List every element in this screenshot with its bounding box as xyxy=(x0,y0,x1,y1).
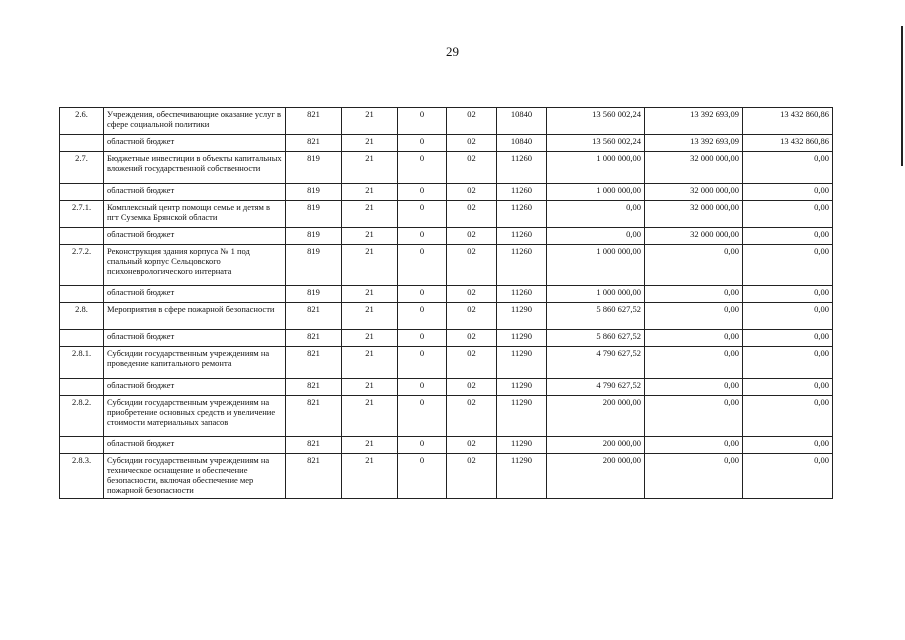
code-main-event-cell: 02 xyxy=(447,245,497,286)
code-program-cell: 21 xyxy=(342,152,398,184)
item-name-cell: областной бюджет xyxy=(104,184,286,201)
row-number-cell xyxy=(60,135,104,152)
table-row xyxy=(60,108,833,135)
row-number-cell: 2.7.2. xyxy=(60,245,104,286)
item-name-cell: областной бюджет xyxy=(104,228,286,245)
table-body xyxy=(60,108,833,499)
code-subprogram-cell: 0 xyxy=(398,184,447,201)
value-year-1-cell: 13 560 002,24 xyxy=(547,135,645,152)
code-main-event-cell: 02 xyxy=(447,347,497,379)
code-direction-cell: 11260 xyxy=(497,228,547,245)
value-year-1-cell: 4 790 627,52 xyxy=(547,347,645,379)
code-program-cell: 21 xyxy=(342,245,398,286)
code-direction-cell: 11290 xyxy=(497,303,547,330)
code-subprogram-cell: 0 xyxy=(398,152,447,184)
code-gp-cell: 821 xyxy=(286,379,342,396)
code-main-event-cell: 02 xyxy=(447,396,497,437)
code-direction-cell: 11290 xyxy=(497,330,547,347)
value-year-2-cell: 0,00 xyxy=(645,245,743,286)
value-year-1-cell: 200 000,00 xyxy=(547,454,645,499)
code-direction-cell: 10840 xyxy=(497,108,547,135)
value-year-1-cell: 1 000 000,00 xyxy=(547,184,645,201)
row-number-cell xyxy=(60,379,104,396)
item-name-cell: Субсидии государственным учреждениям на приобретение основных средств и увеличение стоимости материальных запасов xyxy=(104,396,286,437)
code-gp-cell: 819 xyxy=(286,184,342,201)
value-year-2-cell: 0,00 xyxy=(645,454,743,499)
row-number-cell xyxy=(60,330,104,347)
value-year-2-cell: 13 392 693,09 xyxy=(645,108,743,135)
code-main-event-cell: 02 xyxy=(447,201,497,228)
item-name-cell: Субсидии государственным учреждениям на техническое оснащение и обеспечение безопасности, включая обеспечение мер пожарной безопасности xyxy=(104,454,286,499)
code-gp-cell: 821 xyxy=(286,330,342,347)
code-main-event-cell: 02 xyxy=(447,330,497,347)
code-subprogram-cell: 0 xyxy=(398,347,447,379)
code-program-cell: 21 xyxy=(342,228,398,245)
table-row xyxy=(60,454,833,499)
code-main-event-cell: 02 xyxy=(447,379,497,396)
value-year-2-cell: 0,00 xyxy=(645,286,743,303)
value-year-1-cell: 1 000 000,00 xyxy=(547,152,645,184)
table-row xyxy=(60,184,833,201)
value-year-3-cell: 0,00 xyxy=(743,152,833,184)
item-name-cell: Комплексный центр помощи семье и детям в пгт Суземка Брянской области xyxy=(104,201,286,228)
code-gp-cell: 819 xyxy=(286,201,342,228)
code-gp-cell: 821 xyxy=(286,454,342,499)
table-row xyxy=(60,286,833,303)
value-year-3-cell: 0,00 xyxy=(743,330,833,347)
code-direction-cell: 11290 xyxy=(497,437,547,454)
code-gp-cell: 821 xyxy=(286,347,342,379)
code-main-event-cell: 02 xyxy=(447,108,497,135)
code-gp-cell: 819 xyxy=(286,286,342,303)
value-year-2-cell: 32 000 000,00 xyxy=(645,184,743,201)
code-main-event-cell: 02 xyxy=(447,184,497,201)
code-main-event-cell: 02 xyxy=(447,303,497,330)
code-main-event-cell: 02 xyxy=(447,228,497,245)
row-number-cell: 2.8.2. xyxy=(60,396,104,437)
value-year-2-cell: 13 392 693,09 xyxy=(645,135,743,152)
code-subprogram-cell: 0 xyxy=(398,437,447,454)
value-year-3-cell: 0,00 xyxy=(743,303,833,330)
row-number-cell: 2.7. xyxy=(60,152,104,184)
page-number: 29 xyxy=(446,44,459,59)
code-direction-cell: 11260 xyxy=(497,286,547,303)
row-number-cell xyxy=(60,228,104,245)
value-year-1-cell: 5 860 627,52 xyxy=(547,303,645,330)
row-number-cell xyxy=(60,286,104,303)
code-gp-cell: 821 xyxy=(286,135,342,152)
value-year-2-cell: 0,00 xyxy=(645,396,743,437)
item-name-cell: Субсидии государственным учреждениям на проведение капитального ремонта xyxy=(104,347,286,379)
value-year-2-cell: 32 000 000,00 xyxy=(645,201,743,228)
code-direction-cell: 11290 xyxy=(497,454,547,499)
item-name-cell: Реконструкция здания корпуса № 1 под спальный корпус Сельцовского психоневрологического интерната xyxy=(104,245,286,286)
value-year-2-cell: 0,00 xyxy=(645,347,743,379)
code-program-cell: 21 xyxy=(342,286,398,303)
code-program-cell: 21 xyxy=(342,303,398,330)
value-year-3-cell: 0,00 xyxy=(743,454,833,499)
code-subprogram-cell: 0 xyxy=(398,396,447,437)
value-year-3-cell: 0,00 xyxy=(743,396,833,437)
code-gp-cell: 819 xyxy=(286,152,342,184)
code-direction-cell: 11290 xyxy=(497,379,547,396)
value-year-2-cell: 0,00 xyxy=(645,437,743,454)
code-program-cell: 21 xyxy=(342,396,398,437)
code-subprogram-cell: 0 xyxy=(398,303,447,330)
value-year-2-cell: 32 000 000,00 xyxy=(645,228,743,245)
item-name-cell: Мероприятия в сфере пожарной безопасности xyxy=(104,303,286,330)
value-year-2-cell: 0,00 xyxy=(645,303,743,330)
code-program-cell: 21 xyxy=(342,201,398,228)
code-gp-cell: 821 xyxy=(286,437,342,454)
table-row xyxy=(60,245,833,286)
code-subprogram-cell: 0 xyxy=(398,108,447,135)
table-row xyxy=(60,303,833,330)
item-name-cell: областной бюджет xyxy=(104,379,286,396)
value-year-1-cell: 1 000 000,00 xyxy=(547,245,645,286)
table-row xyxy=(60,201,833,228)
budget-table xyxy=(59,107,833,499)
row-number-cell xyxy=(60,184,104,201)
value-year-3-cell: 0,00 xyxy=(743,347,833,379)
value-year-3-cell: 13 432 860,86 xyxy=(743,135,833,152)
code-main-event-cell: 02 xyxy=(447,135,497,152)
table-row xyxy=(60,330,833,347)
code-main-event-cell: 02 xyxy=(447,152,497,184)
row-number-cell xyxy=(60,437,104,454)
value-year-2-cell: 0,00 xyxy=(645,330,743,347)
value-year-1-cell: 5 860 627,52 xyxy=(547,330,645,347)
table-row xyxy=(60,437,833,454)
code-main-event-cell: 02 xyxy=(447,437,497,454)
item-name-cell: Бюджетные инвестиции в объекты капитальных вложений государственной собственности xyxy=(104,152,286,184)
code-direction-cell: 11260 xyxy=(497,245,547,286)
code-direction-cell: 11290 xyxy=(497,396,547,437)
value-year-1-cell: 4 790 627,52 xyxy=(547,379,645,396)
code-direction-cell: 11260 xyxy=(497,184,547,201)
value-year-1-cell: 13 560 002,24 xyxy=(547,108,645,135)
value-year-3-cell: 0,00 xyxy=(743,184,833,201)
item-name-cell: областной бюджет xyxy=(104,135,286,152)
value-year-1-cell: 0,00 xyxy=(547,201,645,228)
table-row xyxy=(60,152,833,184)
code-program-cell: 21 xyxy=(342,379,398,396)
code-direction-cell: 10840 xyxy=(497,135,547,152)
code-main-event-cell: 02 xyxy=(447,286,497,303)
code-program-cell: 21 xyxy=(342,347,398,379)
code-subprogram-cell: 0 xyxy=(398,454,447,499)
item-name-cell: областной бюджет xyxy=(104,330,286,347)
table-row xyxy=(60,135,833,152)
code-subprogram-cell: 0 xyxy=(398,379,447,396)
code-gp-cell: 819 xyxy=(286,228,342,245)
code-direction-cell: 11260 xyxy=(497,152,547,184)
table-row xyxy=(60,347,833,379)
row-number-cell: 2.7.1. xyxy=(60,201,104,228)
code-subprogram-cell: 0 xyxy=(398,201,447,228)
item-name-cell: областной бюджет xyxy=(104,437,286,454)
row-number-cell: 2.6. xyxy=(60,108,104,135)
code-direction-cell: 11260 xyxy=(497,201,547,228)
value-year-3-cell: 0,00 xyxy=(743,437,833,454)
row-number-cell: 2.8.1. xyxy=(60,347,104,379)
row-number-cell: 2.8. xyxy=(60,303,104,330)
value-year-1-cell: 0,00 xyxy=(547,228,645,245)
value-year-1-cell: 1 000 000,00 xyxy=(547,286,645,303)
value-year-3-cell: 0,00 xyxy=(743,286,833,303)
value-year-3-cell: 13 432 860,86 xyxy=(743,108,833,135)
code-gp-cell: 821 xyxy=(286,303,342,330)
code-program-cell: 21 xyxy=(342,330,398,347)
table-row xyxy=(60,379,833,396)
code-main-event-cell: 02 xyxy=(447,454,497,499)
code-gp-cell: 821 xyxy=(286,396,342,437)
code-program-cell: 21 xyxy=(342,135,398,152)
row-number-cell: 2.8.3. xyxy=(60,454,104,499)
code-gp-cell: 821 xyxy=(286,108,342,135)
value-year-3-cell: 0,00 xyxy=(743,245,833,286)
code-subprogram-cell: 0 xyxy=(398,245,447,286)
code-program-cell: 21 xyxy=(342,454,398,499)
value-year-3-cell: 0,00 xyxy=(743,201,833,228)
code-subprogram-cell: 0 xyxy=(398,330,447,347)
item-name-cell: областной бюджет xyxy=(104,286,286,303)
code-program-cell: 21 xyxy=(342,437,398,454)
value-year-3-cell: 0,00 xyxy=(743,379,833,396)
scan-edge-mark xyxy=(901,26,903,166)
code-program-cell: 21 xyxy=(342,108,398,135)
table-row xyxy=(60,396,833,437)
value-year-1-cell: 200 000,00 xyxy=(547,396,645,437)
code-subprogram-cell: 0 xyxy=(398,228,447,245)
value-year-1-cell: 200 000,00 xyxy=(547,437,645,454)
code-subprogram-cell: 0 xyxy=(398,135,447,152)
code-subprogram-cell: 0 xyxy=(398,286,447,303)
value-year-2-cell: 0,00 xyxy=(645,379,743,396)
value-year-3-cell: 0,00 xyxy=(743,228,833,245)
table-row xyxy=(60,228,833,245)
code-direction-cell: 11290 xyxy=(497,347,547,379)
item-name-cell: Учреждения, обеспечивающие оказание услуг в сфере социальной политики xyxy=(104,108,286,135)
code-program-cell: 21 xyxy=(342,184,398,201)
code-gp-cell: 819 xyxy=(286,245,342,286)
value-year-2-cell: 32 000 000,00 xyxy=(645,152,743,184)
